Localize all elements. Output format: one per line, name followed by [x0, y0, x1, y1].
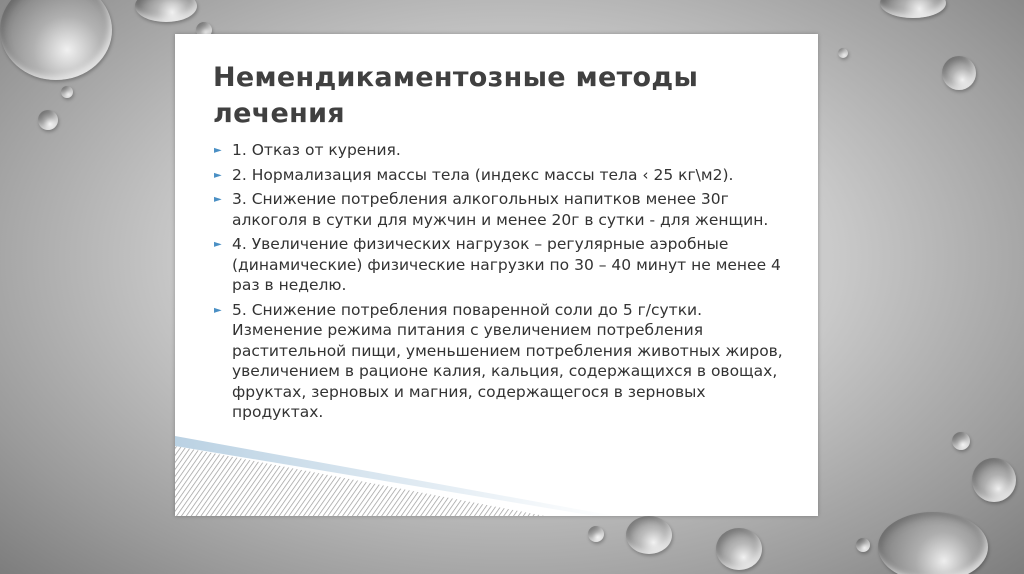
- water-drop-decoration: [135, 0, 197, 22]
- slide-content: [175, 34, 818, 516]
- list-item-text: 5. Снижение потребления поваренной соли до 5 г/сутки. Изменение режима питания с увеличением потребления растительной пищи, уменьшением потребления животных жиров, увеличением в рационе калия, кальция, содержащихся в овощах, фруктах, зерновых и магния, содержащегося в зерновых продуктах.: [232, 300, 783, 421]
- water-drop-decoration: [588, 526, 604, 542]
- triangle-bullet-icon: ►: [214, 239, 222, 250]
- list-item: [213, 165, 788, 186]
- list-item-text: 2. Нормализация массы тела (индекс массы тела ‹ 25 кг\м2).: [232, 165, 734, 184]
- list-item: [213, 140, 788, 161]
- water-drop-decoration: [878, 512, 988, 574]
- water-drop-decoration: [0, 0, 112, 80]
- water-drop-decoration: [972, 458, 1016, 502]
- treatment-methods-list: [213, 140, 788, 427]
- water-drop-decoration: [61, 86, 73, 98]
- list-item: [213, 234, 788, 296]
- slide-title: Немендикаментозные методы лечения: [213, 62, 699, 129]
- water-drop-decoration: [856, 538, 870, 552]
- list-item-text: 4. Увеличение физических нагрузок – регулярные аэробные (динамические) физические нагрузки по 30 – 40 минут не менее 4 раз в неделю.: [232, 235, 781, 294]
- water-drop-decoration: [38, 110, 58, 130]
- list-item-text: 3. Снижение потребления алкогольных напитков менее 30г алкоголя в сутки для мужчин и менее 20г в сутки - для женщин.: [232, 190, 769, 229]
- triangle-bullet-icon: ►: [214, 169, 222, 181]
- list-item: [213, 300, 788, 423]
- water-drop-decoration: [716, 528, 762, 570]
- list-item-text: 1. Отказ от курения.: [232, 141, 401, 159]
- list-item: [213, 189, 788, 230]
- triangle-bullet-icon: ►: [214, 145, 222, 156]
- triangle-bullet-icon: ►: [214, 304, 222, 316]
- water-drop-decoration: [952, 432, 970, 450]
- water-drop-decoration: [942, 56, 976, 90]
- triangle-bullet-icon: ►: [214, 194, 222, 205]
- water-drop-decoration: [838, 48, 848, 58]
- water-drop-decoration: [880, 0, 946, 18]
- water-drop-decoration: [626, 516, 672, 554]
